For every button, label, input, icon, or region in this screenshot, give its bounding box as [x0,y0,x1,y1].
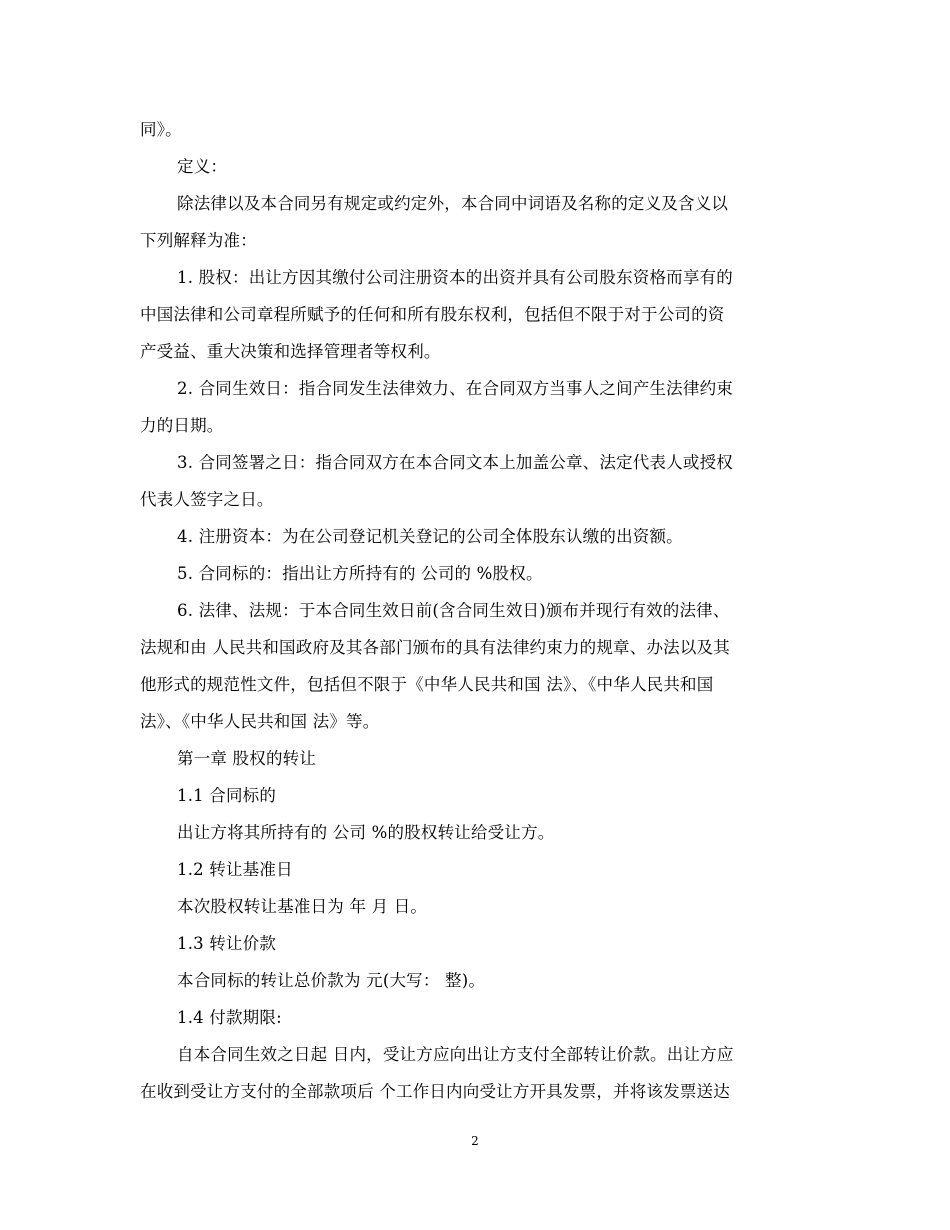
text-line: 法规和由 人民共和国政府及其各部门颁布的具有法律约束力的规章、办法以及其 [140,638,730,657]
text-line: 在收到受让方支付的全部款项后 个工作日内向受让方开具发票，并将该发票送达 [140,1082,730,1101]
text-line: 代表人签字之日。 [140,490,274,509]
text-line: 同》。 [140,120,182,139]
text-line: 1. 股权：出让方因其缴付公司注册资本的出资并具有公司股东资格而享有的 [177,268,733,287]
text-line: 本合同标的转让总价款为 元(大写： 整)。 [177,971,486,990]
text-line: 他形式的规范性文件，包括但不限于《中华人民共和国 法》、《中华人民共和国 [140,675,714,694]
section-heading: 1.3 转让价款 [177,934,277,953]
text-line: 力的日期。 [140,416,224,435]
text-line: 4. 注册资本：为在公司登记机关登记的公司全体股东认缴的出资额。 [177,527,683,546]
text-line: 6. 法律、法规：于本合同生效日前(含合同生效日)颁布并现行有效的法律、 [177,601,730,620]
section-heading: 1.2 转让基准日 [177,860,293,879]
text-line: 5. 合同标的：指出让方所持有的 公司的 %股权。 [177,564,543,583]
text-line: 本次股权转让基准日为 年 月 日。 [177,897,428,916]
text-line: 3. 合同签署之日：指合同双方在本合同文本上加盖公章、法定代表人或授权 [177,453,733,472]
chapter-heading: 第一章 股权的转让 [177,749,317,768]
page-number: 2 [471,1134,479,1148]
text-line: 法》、《中华人民共和国 法》等。 [140,712,380,731]
text-line: 中国法律和公司章程所赋予的任何和所有股东权利，包括但不限于对于公司的资 [140,305,725,324]
text-line: 下列解释为准： [140,231,257,250]
text-line: 定义： [177,157,228,176]
text-line: 除法律以及本合同另有规定或约定外，本合同中词语及名称的定义及含义以 [177,194,729,213]
section-heading: 1.1 合同标的 [177,786,277,805]
text-line: 2. 合同生效日：指合同发生法律效力、在合同双方当事人之间产生法律约束 [177,379,733,398]
text-line: 产受益、重大决策和选择管理者等权利。 [140,342,441,361]
section-heading: 1.4 付款期限: [177,1008,282,1027]
text-line: 自本合同生效之日起 日内，受让方应向出让方支付全部转让价款。出让方应 [177,1045,734,1064]
text-line: 出让方将其所持有的 公司 %的股权转让给受让方。 [177,823,555,842]
